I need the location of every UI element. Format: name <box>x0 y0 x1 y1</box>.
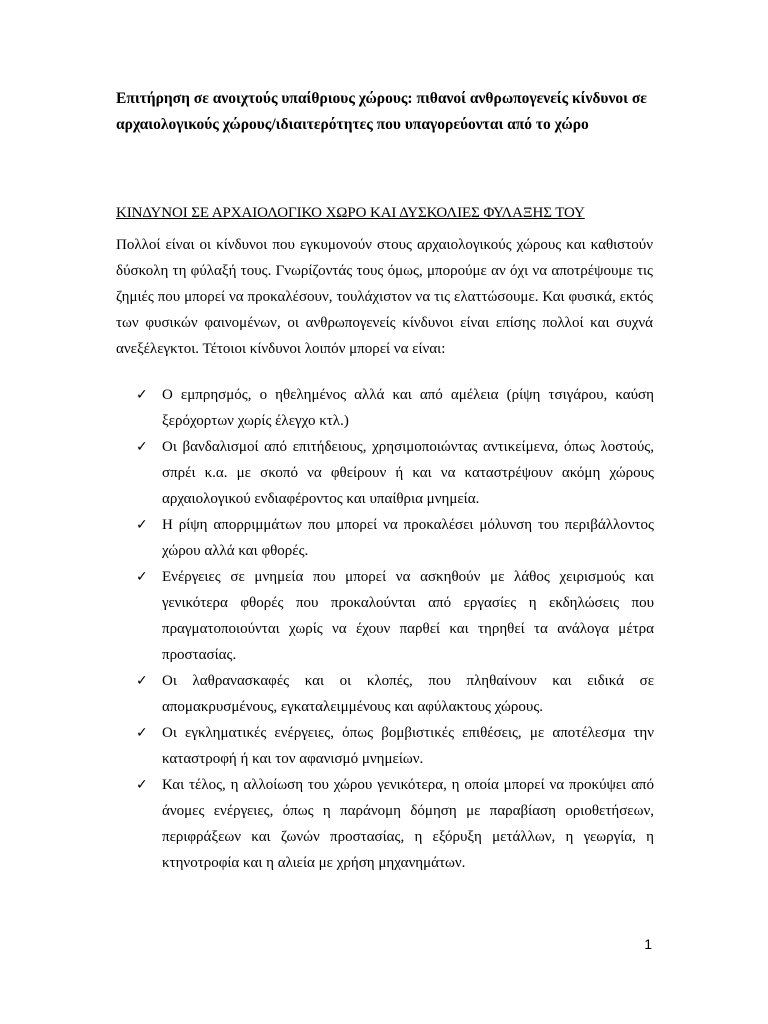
list-item-text: Οι εγκληματικές ενέργειες, όπως βομβιστικές επιθέσεις, με αποτέλεσμα την καταστροφή ή και τον αφανισμό μνημείων. <box>162 725 654 767</box>
check-icon: ✓ <box>136 725 148 741</box>
check-icon: ✓ <box>136 439 148 455</box>
document-title: Επιτήρηση σε ανοιχτούς υπαίθριους χώρους: πιθανοί ανθρωπογενείς κίνδυνοι σε αρχαιολογικούς χώρους/ιδιαιτερότητες που υπαγορεύονται από το χώρο <box>116 90 647 133</box>
list-item <box>136 382 654 434</box>
check-icon: ✓ <box>136 517 148 533</box>
list-item-text: Οι βανδαλισμοί από επιτήδειους, χρησιμοποιώντας αντικείμενα, όπως λοστούς, σπρέι κ.α. με σκοπό να φθείρουν ή και να καταστρέψουν ακόμη χώρους αρχαιολογικού ενδιαφέροντος και υπαίθρια μνημεία. <box>162 439 654 507</box>
page-number: 1 <box>644 936 652 952</box>
list-item <box>136 772 654 876</box>
check-icon: ✓ <box>136 673 148 689</box>
section-heading: ΚΙΝΔΥΝΟΙ ΣΕ ΑΡΧΑΙΟΛΟΓΙΚΟ ΧΩΡΟ ΚΑΙ ΔΥΣΚΟΛΙΕΣ ΦΥΛΑΞΗΣ ΤΟΥ <box>116 205 585 221</box>
check-icon: ✓ <box>136 569 148 585</box>
list-item <box>136 434 654 512</box>
check-icon: ✓ <box>136 387 148 403</box>
list-item-text: Και τέλος, η αλλοίωση του χώρου γενικότερα, η οποία μπορεί να προκύψει από άνομες ενέργειες, όπως η παράνομη δόμηση με παραβίαση οριοθετήσεων, περιφράξεων και ζωνών προστασίας, η εξόρυξη μετάλλων, η γεωργία, η κτηνοτροφία και η αλιεία με χρήση μηχανημάτων. <box>162 777 654 871</box>
list-item-text: Οι λαθρανασκαφές και οι κλοπές, που πληθαίνουν και ειδικά σε απομακρυσμένους, εγκαταλειμμένους και αφύλακτους χώρους. <box>162 673 654 715</box>
list-item-text: Ενέργειες σε μνημεία που μπορεί να ασκηθούν με λάθος χειρισμούς και γενικότερα φθορές που προκαλούνται από εργασίες η εκδηλώσεις που πραγματοποιούνται χωρίς να έχουν παρθεί και τηρηθεί τα ανάλογα μέτρα προστασίας. <box>162 569 654 663</box>
hazards-list <box>136 382 654 876</box>
list-item <box>136 564 654 668</box>
list-item <box>136 668 654 720</box>
list-item <box>136 720 654 772</box>
list-item-text: Ο εμπρησμός, ο ηθελημένος αλλά και από αμέλεια (ρίψη τσιγάρου, καύση ξερόχορτων χωρίς έλεγχο κτλ.) <box>162 387 654 429</box>
list-item <box>136 512 654 564</box>
intro-paragraph: Πολλοί είναι οι κίνδυνοι που εγκυμονούν στους αρχαιολογικούς χώρους και καθιστούν δύσκολη τη φύλαξή τους. Γνωρίζοντάς τους όμως, μπορούμε αν όχι να αποτρέψουμε τις ζημιές που μπορεί να προκαλέσουν, τουλάχιστον να τις ελαττώσουμε. Και φυσικά, εκτός των φυσικών φαινομένων, οι ανθρωπογενείς κίνδυνοι είναι επίσης πολλοί και συχνά ανεξέλεγκτοι. Τέτοιοι κίνδυνοι λοιπόν μπορεί να είναι: <box>116 237 653 357</box>
check-icon: ✓ <box>136 777 148 793</box>
list-item-text: Η ρίψη απορριμμάτων που μπορεί να προκαλέσει μόλυνση του περιβάλλοντος χώρου αλλά και φθορές. <box>162 517 654 559</box>
